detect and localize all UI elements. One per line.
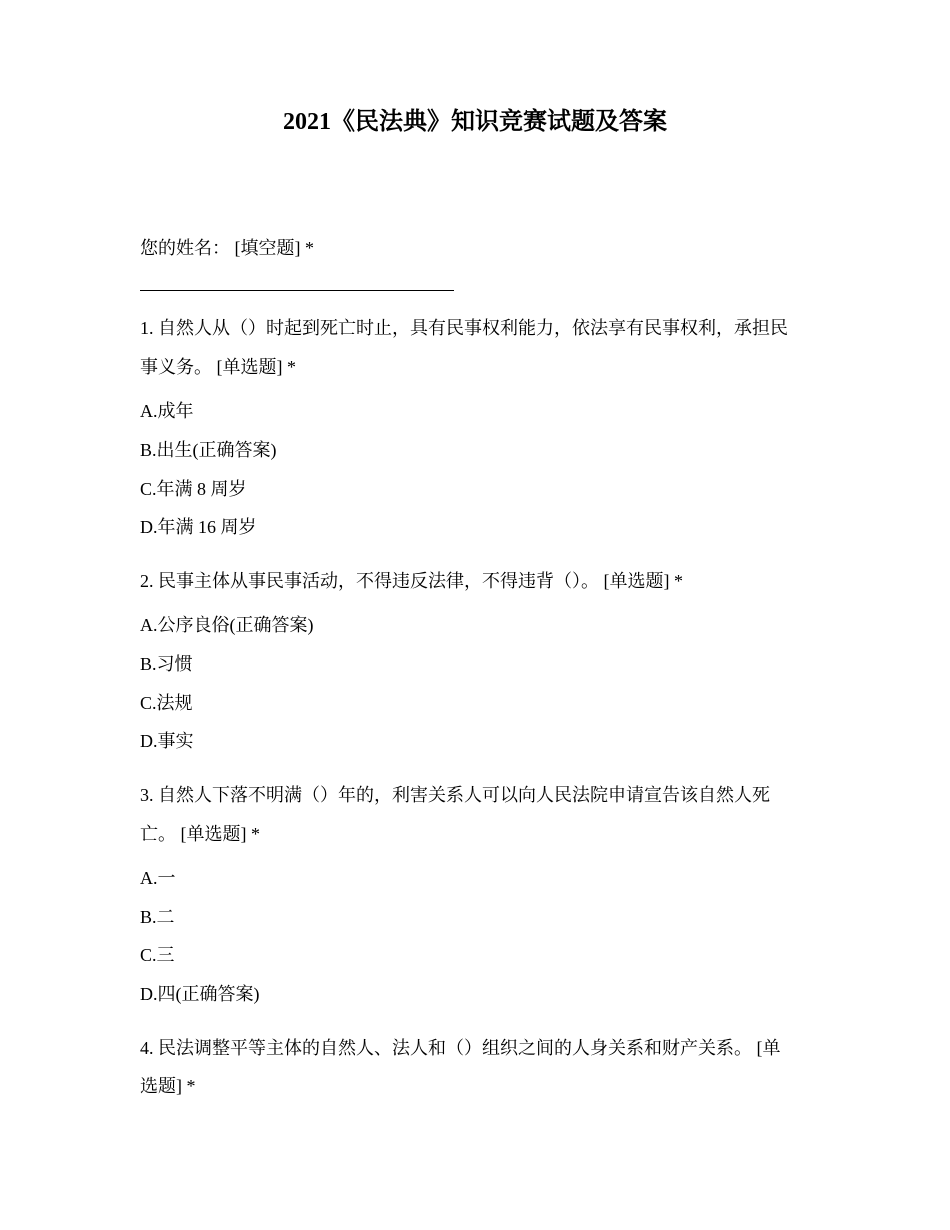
question-3-text-line2: 亡。 [单选题] *	[140, 824, 260, 844]
question-1-option-d[interactable]: D.年满 16 周岁	[140, 517, 257, 537]
question-4-text-line1: 4. 民法调整平等主体的自然人、法人和（）组织之间的人身关系和财产关系。 [单	[140, 1038, 781, 1058]
question-1-option-c[interactable]: C.年满 8 周岁	[140, 479, 247, 499]
question-1-text-line1: 1. 自然人从（）时起到死亡时止，具有民事权利能力，依法享有民事权利，承担民	[140, 318, 788, 338]
question-2-option-b[interactable]: B.习惯	[140, 654, 193, 674]
document-title: 2021《民法典》知识竞赛试题及答案	[283, 109, 667, 135]
question-1-text-line2: 事义务。 [单选题] *	[140, 357, 296, 377]
question-2-option-a[interactable]: A.公序良俗(正确答案)	[140, 615, 314, 635]
question-3-option-a[interactable]: A.一	[140, 868, 176, 888]
name-field-label: 您的姓名： [填空题] *	[140, 238, 314, 258]
question-2-option-c[interactable]: C.法规	[140, 693, 193, 713]
question-3-option-d[interactable]: D.四(正确答案)	[140, 984, 260, 1004]
question-2-text-line1: 2. 民事主体从事民事活动，不得违反法律，不得违背（）。 [单选题] *	[140, 571, 683, 591]
question-2-option-d[interactable]: D.事实	[140, 731, 194, 751]
question-3-option-c[interactable]: C.三	[140, 945, 175, 965]
question-4-text-line2: 选题] *	[140, 1076, 196, 1096]
question-3-option-b[interactable]: B.二	[140, 907, 175, 927]
question-1-option-b[interactable]: B.出生(正确答案)	[140, 440, 277, 460]
question-3-text-line1: 3. 自然人下落不明满（）年的，利害关系人可以向人民法院申请宣告该自然人死	[140, 785, 770, 805]
question-1-option-a[interactable]: A.成年	[140, 401, 194, 421]
name-answer-blank[interactable]	[140, 290, 454, 291]
